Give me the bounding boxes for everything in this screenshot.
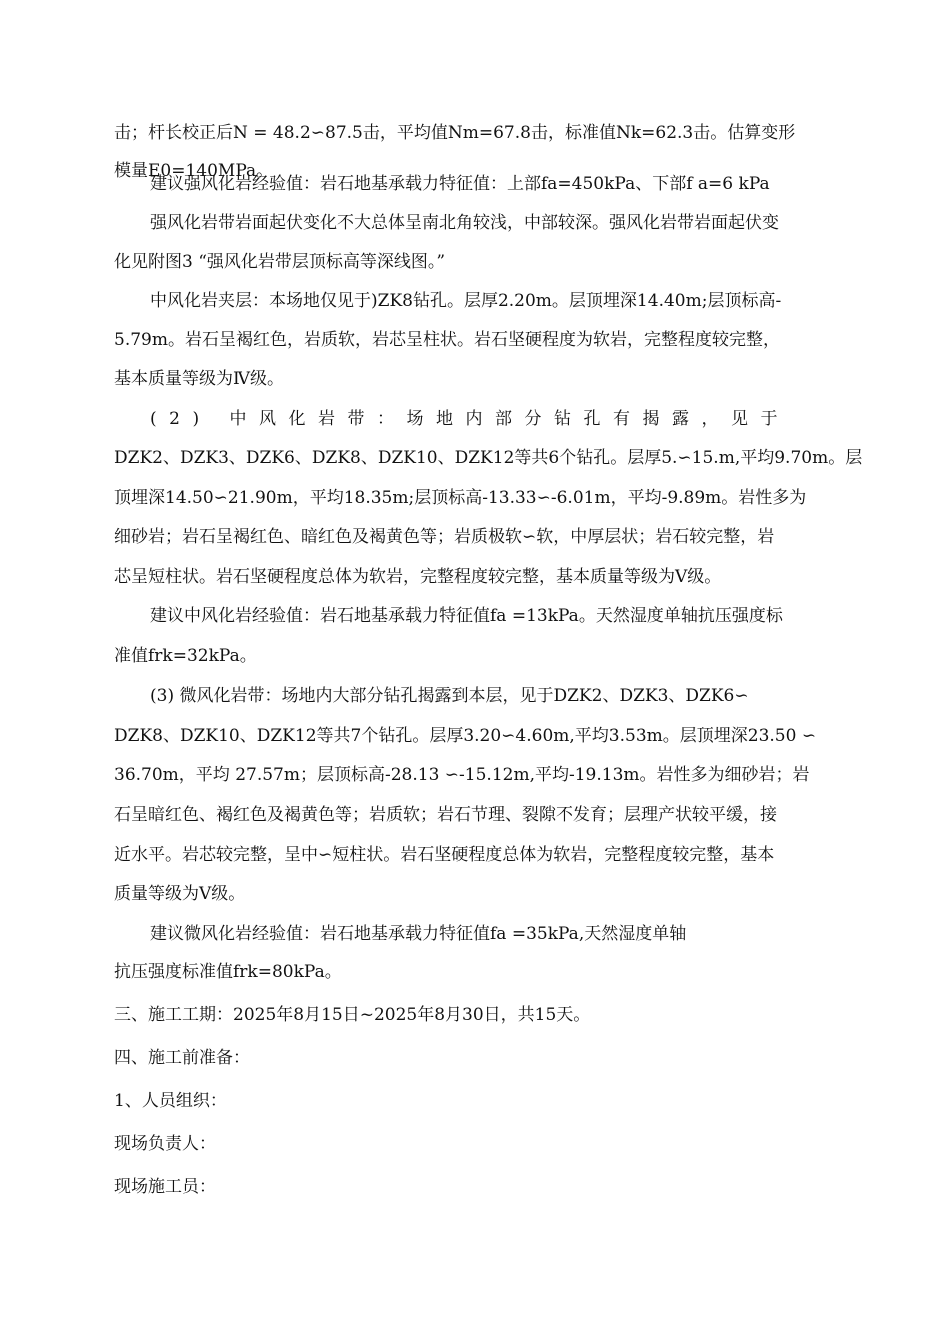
text-line: 击；杆长校正后N = 48.2∽87.5击，平均值Nm=67.8击，标准值Nk=62.3击。估算变形 xyxy=(114,123,796,143)
text-line: 中风化岩夹层：本场地仅见于)ZK8钻孔。层厚2.20m。层顶埋深14.40m;层顶标高- xyxy=(150,291,782,311)
text-line: 模量E0=140MPa。 xyxy=(114,161,274,181)
text-line: 顶埋深14.50∽21.90m，平均18.35m;层顶标高-13.33∽-6.01m，平均-9.89m。岩性多为 xyxy=(114,488,807,508)
text-line: DZK8、DZK10、DZK12等共7个钻孔。层厚3.20∽4.60m,平均3.53m。层顶埋深23.50 ∽ xyxy=(114,726,817,746)
text-line: 强风化岩带岩面起伏变化不大总体呈南北角较浅，中部较深。强风化岩带岩面起伏变 xyxy=(150,213,779,233)
text-line: 石呈暗红色、褐红色及褐黄色等；岩质软；岩石节理、裂隙不发育；层理产状较平缓，接 xyxy=(114,805,777,825)
text-line: 芯呈短柱状。岩石坚硬程度总体为软岩，完整程度较完整，基本质量等级为Ⅴ级。 xyxy=(114,567,722,587)
text-line: 5.79m。岩石呈褐红色，岩质软，岩芯呈柱状。岩石坚硬程度为软岩，完整程度较完整， xyxy=(114,330,780,350)
section-heading: 三、施工工期：2025年8月15日~2025年8月30日，共15天。 xyxy=(114,1005,591,1025)
text-line: 抗压强度标准值frk=80kPa。 xyxy=(114,962,342,982)
text-line: 1、人员组织： xyxy=(114,1091,227,1111)
text-line: (2) 中风化岩带：场地内部分钻孔有揭露，见于 xyxy=(150,409,790,429)
text-line: 化见附图3 “强风化岩带层顶标高等深线图。” xyxy=(114,252,446,272)
text-line: (3) 微风化岩带：场地内大部分钻孔揭露到本层，见于DZK2、DZK3、DZK6∽ xyxy=(150,686,749,706)
text-line: 建议微风化岩经验值：岩石地基承载力特征值fa =35kPa,天然湿度单轴 xyxy=(150,924,687,944)
text-line: 建议强风化岩经验值：岩石地基承载力特征值：上部fa=450kPa、下部f a=6 kPa xyxy=(150,174,770,194)
text-line: 准值frk=32kPa。 xyxy=(114,646,257,666)
text-line: 近水平。岩芯较完整，呈中∽短柱状。岩石坚硬程度总体为软岩，完整程度较完整，基本 xyxy=(114,845,775,865)
text-line: 36.70m，平均 27.57m；层顶标高-28.13 ∽-15.12m,平均-19.13m。岩性多为细砂岩；岩 xyxy=(114,765,810,785)
text-line: DZK2、DZK3、DZK6、DZK8、DZK10、DZK12等共6个钻孔。层厚5.∽15.m,平均9.70m。层 xyxy=(114,448,863,468)
text-line: 现场负责人： xyxy=(114,1134,216,1154)
text-line: 建议中风化岩经验值：岩石地基承载力特征值fa =13kPa。天然湿度单轴抗压强度标 xyxy=(150,606,783,626)
text-line: 细砂岩；岩石呈褐红色、暗红色及褐黄色等；岩质极软∽软，中厚层状；岩石较完整，岩 xyxy=(114,527,775,547)
section-heading: 四、施工前准备： xyxy=(114,1048,250,1068)
text-line: 基本质量等级为Ⅳ级。 xyxy=(114,369,284,389)
text-line: 现场施工员： xyxy=(114,1177,216,1197)
text-line: 质量等级为Ⅴ级。 xyxy=(114,884,246,904)
